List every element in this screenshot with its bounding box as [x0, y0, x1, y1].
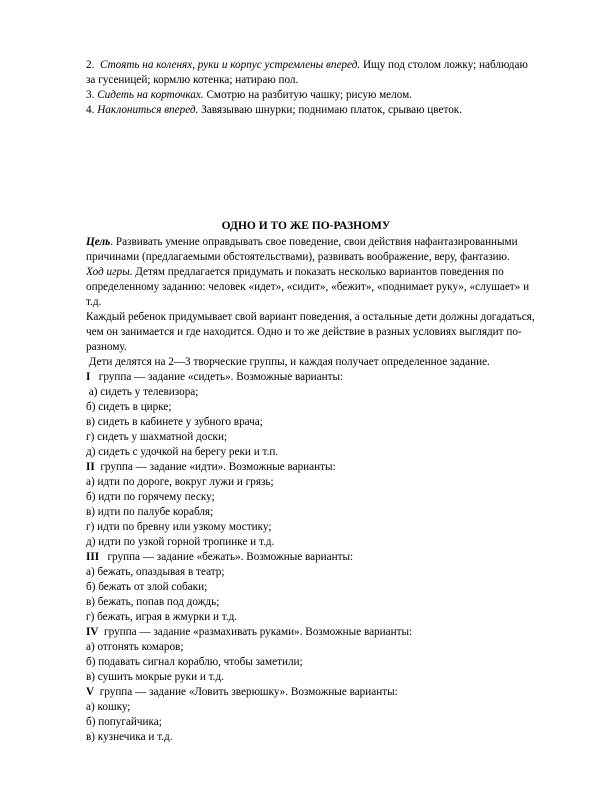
group-text: группа — задание «размахивать руками». Возможные варианты: — [98, 626, 413, 638]
game-line-1 — [86, 266, 504, 279]
group-heading — [86, 551, 353, 564]
group-roman: III — [86, 551, 100, 563]
list-item-4 — [86, 104, 462, 117]
variant-item: а) идти по дороге, вокруг лужи и грязь; — [86, 476, 274, 488]
variant-item: в) бежать, попав под дождь; — [86, 596, 220, 608]
goal-line-1 — [86, 236, 518, 249]
list-number: 4. — [86, 104, 95, 116]
variant-item: г) идти по бревну или узкому мостику; — [86, 521, 272, 533]
exercise-text: Смотрю на разбитую чашку; рисую мелом. — [206, 89, 412, 101]
variant-item: г) бежать, играя в жмурки и т.д. — [86, 611, 238, 623]
variant-item: в) идти по палубе корабля; — [86, 506, 214, 518]
variant-item: а) отгонять комаров; — [86, 641, 184, 653]
game-text: определенному заданию: человек «идет», «сидит», «бежит», «поднимает руку», «слушает» и — [86, 281, 530, 293]
group-heading — [86, 686, 398, 699]
variant-item: г) сидеть у шахматной доски; — [86, 431, 228, 443]
variant-item: в) сушить мокрые руки и т.д. — [86, 671, 224, 683]
paragraph-line: Каждый ребенок придумывает свой вариант поведения, а остальные дети должны догадаться, — [86, 311, 535, 323]
exercise-text: за гусеницей; кормлю котенка; натираю пол. — [86, 74, 299, 86]
variant-item: д) идти по узкой горной тропинке и т.д. — [86, 536, 275, 548]
group-heading — [86, 461, 336, 474]
variant-item: б) сидеть в цирке; — [86, 401, 172, 413]
list-number: 3. — [86, 89, 95, 101]
paragraph-line: разному. — [86, 341, 127, 353]
variant-item: а) кошку; — [86, 701, 131, 713]
variant-item: а) бежать, опаздывая в театр; — [86, 566, 225, 578]
goal-label: Цель — [86, 236, 111, 248]
variant-item: б) бежать от злой собаки; — [86, 581, 208, 593]
goal-text: причинами (предлагаемыми обстоятельствами), развивать воображение, веру, фантазию. — [86, 251, 510, 263]
exercise-text: Ищу под столом ложку; наблюдаю — [362, 59, 528, 71]
variant-item: б) попугайчика; — [86, 716, 162, 728]
group-text: группа — задание «Ловить зверюшку». Возможные варианты: — [94, 686, 398, 698]
paragraph-line: Дети делятся на 2—3 творческие группы, и каждая получает определенное задание. — [86, 356, 490, 368]
group-roman: II — [86, 461, 95, 473]
list-number: 2. — [86, 59, 95, 71]
variant-item: а) сидеть у телевизора; — [86, 386, 199, 398]
variant-item: в) сидеть в кабинете у зубного врача; — [86, 416, 263, 428]
exercise-title: Наклониться вперед. — [97, 104, 199, 116]
list-item-3 — [86, 89, 412, 102]
game-line-2 — [86, 281, 529, 294]
group-roman: I — [86, 371, 91, 383]
goal-line-2 — [86, 251, 510, 264]
list-item-2 — [86, 59, 528, 72]
paragraph-line: чем он занимается и где находится. Одно и то же действие в разных условиях выглядит по- — [86, 326, 522, 338]
exercise-text: Завязываю шнурки; поднимаю платок, срываю цветок. — [201, 104, 463, 116]
variant-item: б) подавать сигнал кораблю, чтобы заметили; — [86, 656, 303, 668]
goal-text: . Развивать умение оправдывать свое поведение, свои действия нафантазированными — [110, 236, 518, 248]
list-item-2-continued — [86, 74, 298, 87]
group-heading — [86, 626, 412, 639]
game-text: т.д. — [86, 296, 102, 308]
group-text: группа — задание «бежать». Возможные варианты: — [99, 551, 354, 563]
exercise-title: Сидеть на корточках. — [97, 89, 204, 101]
variant-item: д) сидеть с удочкой на берегу реки и т.п. — [86, 446, 279, 458]
section-title: ОДНО И ТО ЖЕ ПО-РАЗНОМУ — [221, 220, 391, 232]
group-roman: V — [86, 686, 95, 698]
variant-item: б) идти по горячему песку; — [86, 491, 215, 503]
group-heading — [86, 371, 343, 384]
variant-item: в) кузнечика и т.д. — [86, 731, 173, 743]
group-text: группа — задание «сидеть». Возможные варианты: — [90, 371, 344, 383]
game-label: Ход игры — [86, 266, 130, 278]
game-text: . Детям предлагается придумать и показать несколько вариантов поведения по — [129, 266, 504, 278]
group-roman: IV — [86, 626, 99, 638]
game-line-3 — [86, 296, 101, 309]
group-text: группа — задание «идти». Возможные варианты: — [94, 461, 336, 473]
exercise-title: Стоять на коленях, руки и корпус устремлены вперед. — [99, 59, 361, 71]
